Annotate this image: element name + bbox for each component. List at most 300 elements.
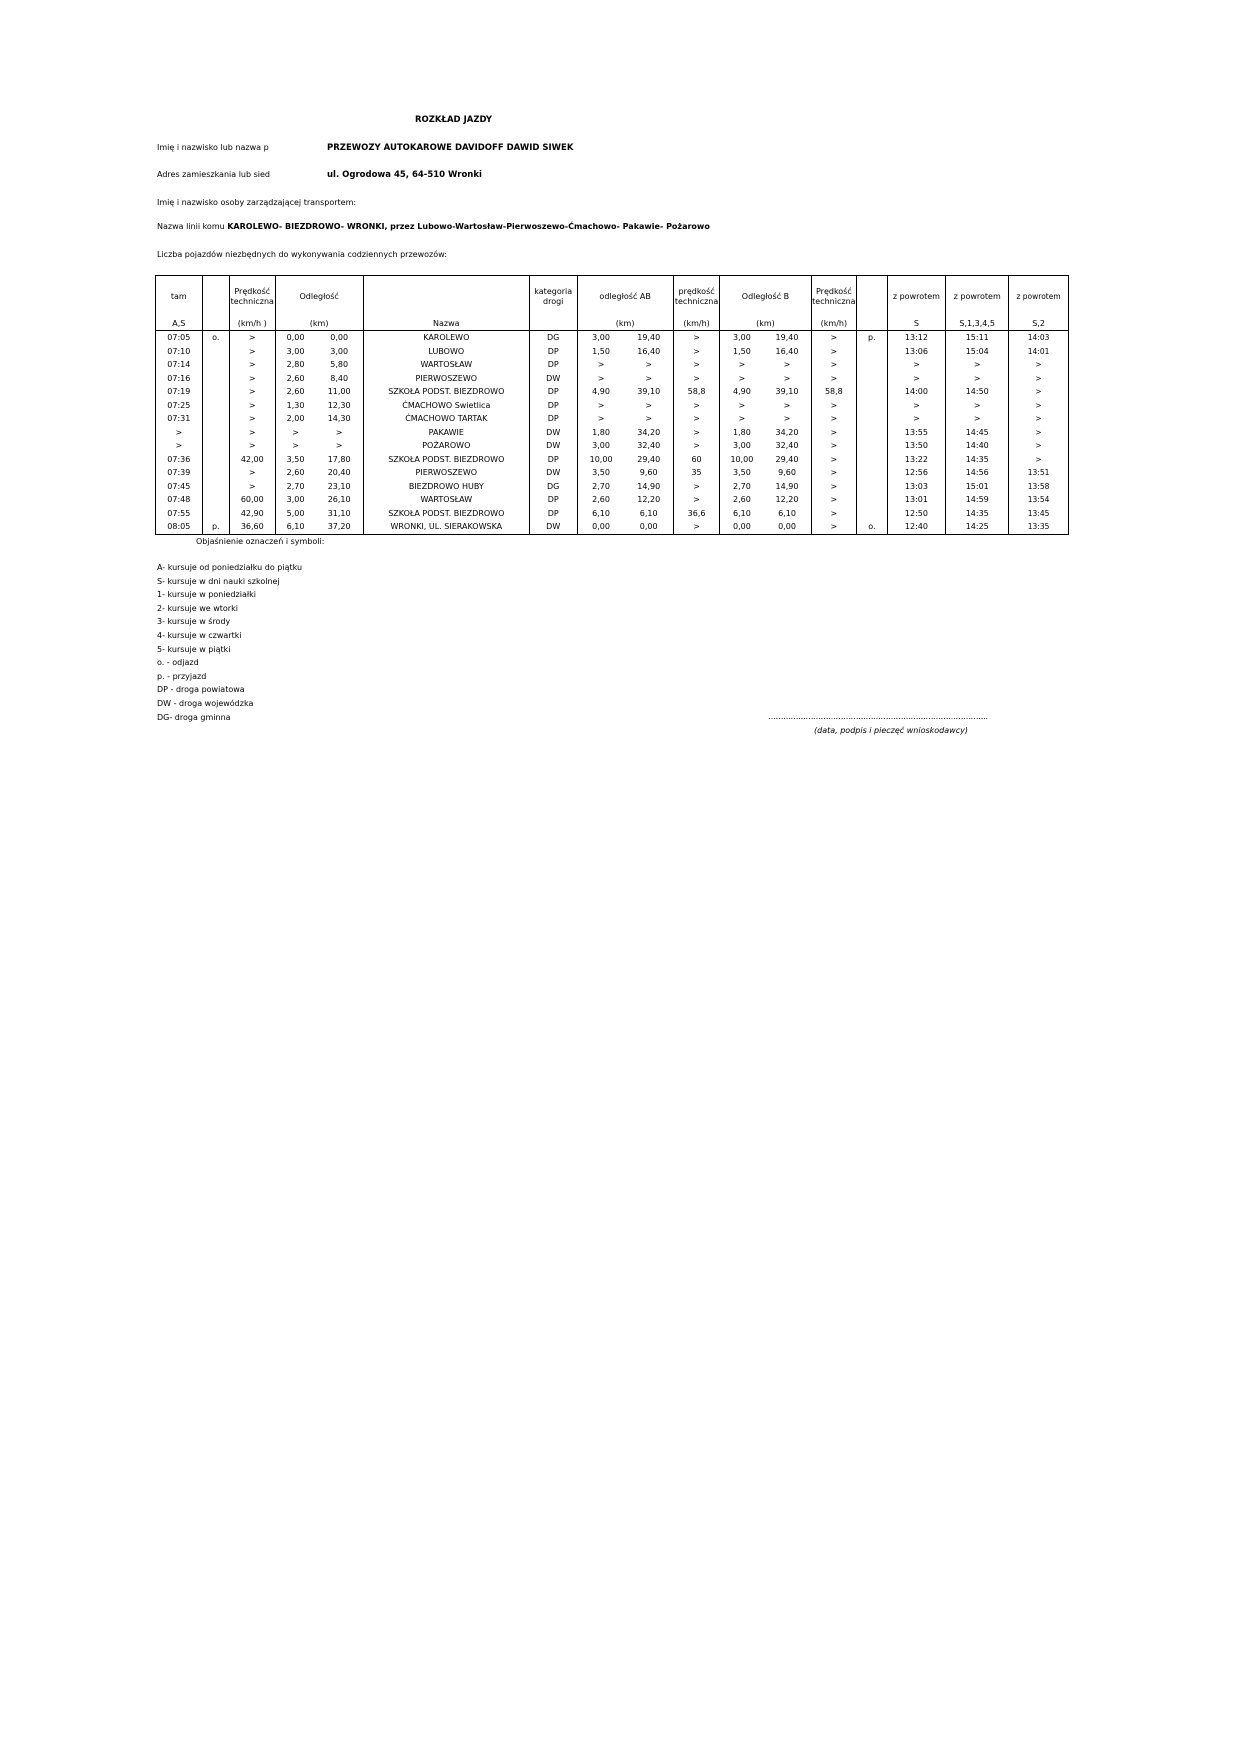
cell-dist-total: 20,40: [327, 468, 351, 478]
legend-item: S- kursuje w dni nauki szkolnej: [157, 576, 280, 586]
cell-speed: >: [229, 412, 275, 426]
table-row: [156, 466, 1069, 480]
cell-time: 07:31: [167, 414, 191, 424]
cell-road-category: DW: [529, 520, 577, 534]
cell-stop-name: ĆMACHOWO Swietlica: [363, 399, 529, 413]
cell-return-s: 12:50: [887, 507, 946, 521]
cell-dist-ab-segment: 2,70: [577, 480, 625, 494]
cell-speed-b: >: [811, 331, 857, 345]
cell-return-s: 13:50: [887, 439, 946, 453]
vehicles-label: Liczba pojazdów niezbędnych do wykonywania codziennych przewozów:: [157, 250, 447, 259]
cell-speed-ab: >: [673, 426, 720, 440]
cell-speed-ab: >: [673, 399, 720, 413]
col-speed-3: Prędkość techniczna: [811, 276, 857, 318]
cell-stop-name: SZKOŁA PODST. BIEZDROWO: [363, 507, 529, 521]
cell-dist-b-segment: 2,60: [720, 493, 764, 507]
cell-return-s1345: 14:50: [946, 385, 1009, 399]
cell-speed: >: [229, 331, 275, 345]
cell-dist-ab-total: 12,20: [637, 495, 661, 505]
cell-time: 07:39: [167, 468, 191, 478]
sub-return-3: S,2: [1009, 317, 1069, 331]
cell-dist-segment: 0,00: [275, 331, 316, 345]
cell-dist-ab-total: 6,10: [639, 508, 658, 518]
cell-dist-b-segment: 6,10: [720, 507, 764, 521]
line-name-route: KAROLEWO- BIEZDROWO- WRONKI,: [227, 222, 388, 231]
cell-road-category: DG: [529, 480, 577, 494]
col-blank-2: [857, 276, 887, 318]
cell-speed-ab: >: [673, 439, 720, 453]
cell-speed-b: >: [811, 399, 857, 413]
legend-item: o. - odjazd: [157, 658, 199, 668]
cell-speed-ab: >: [673, 345, 720, 359]
sub-speed-3: (km/h): [811, 317, 857, 331]
cell-road-category: DP: [529, 493, 577, 507]
carrier-name-label: Imię i nazwisko lub nazwa p: [157, 143, 269, 152]
cell-dist-ab-total: 34,20: [637, 427, 661, 437]
cell-dist-ab-segment: 3,00: [577, 439, 625, 453]
cell-stop-name: SZKOŁA PODST. BIEZDROWO: [363, 385, 529, 399]
cell-dist-ab-segment: >: [577, 358, 625, 372]
carrier-name-value: PRZEWOZY AUTOKAROWE DAVIDOFF DAWID SIWEK: [327, 143, 574, 153]
cell-mark-return: p.: [857, 331, 887, 345]
sub-distance: (km): [275, 317, 363, 331]
address-value: ul. Ogrodowa 45, 64-510 Wronki: [327, 170, 482, 180]
cell-dist-total: 37,20: [327, 522, 351, 532]
col-distance-b: Odległość B: [720, 276, 811, 318]
cell-dist-b-total: >: [783, 414, 791, 424]
cell-time: 07:36: [167, 454, 191, 464]
cell-speed-b: >: [811, 439, 857, 453]
cell-stop-name: WRONKI, UL. SIERAKOWSKA: [363, 520, 529, 534]
cell-return-s: >: [887, 412, 946, 426]
document-title: ROZKŁAD JAZDY: [415, 115, 493, 125]
cell-dist-b-segment: 0,00: [720, 520, 764, 534]
cell-dist-b-total: 0,00: [778, 522, 796, 532]
cell-speed: >: [229, 439, 275, 453]
signature-caption: (data, podpis i pieczęć wnioskodawcy): [814, 726, 968, 735]
table-row: [156, 358, 1069, 372]
cell-road-category: DW: [529, 466, 577, 480]
cell-dist-total: 26,10: [327, 495, 351, 505]
cell-return-s: >: [887, 399, 946, 413]
cell-dist-total: 0,00: [330, 333, 349, 343]
timetable-body: [156, 331, 1069, 535]
cell-time: 07:25: [167, 400, 191, 410]
cell-dist-total: 17,80: [327, 454, 351, 464]
cell-speed-b: >: [811, 426, 857, 440]
cell-mark-return: [857, 345, 887, 359]
sub-speed-2: (km/h): [673, 317, 720, 331]
cell-speed: >: [229, 480, 275, 494]
cell-time: 07:45: [167, 481, 191, 491]
cell-speed: >: [229, 399, 275, 413]
cell-return-s1345: 15:01: [946, 480, 1009, 494]
cell-speed: >: [229, 385, 275, 399]
legend-item: 3- kursuje w środy: [157, 617, 231, 627]
cell-speed-b: >: [811, 507, 857, 521]
cell-return-s1345: 14:40: [946, 439, 1009, 453]
col-return-1: z powrotem: [887, 276, 946, 318]
cell-time: 07:55: [167, 508, 191, 518]
cell-mark-return: [857, 426, 887, 440]
cell-speed-b: >: [811, 345, 857, 359]
cell-speed-b: >: [811, 412, 857, 426]
table-row: [156, 480, 1069, 494]
cell-speed-ab: >: [673, 331, 720, 345]
table-row: [156, 331, 1069, 345]
cell-road-category: DW: [529, 426, 577, 440]
cell-dist-b-total: 16,40: [775, 346, 799, 356]
cell-dist-b-total: >: [783, 373, 791, 383]
cell-dist-ab-segment: >: [577, 372, 625, 386]
cell-stop-name: WARTOSŁAW: [363, 358, 529, 372]
table-row: [156, 372, 1069, 386]
cell-dist-ab-total: >: [645, 360, 653, 370]
table-row: [156, 412, 1069, 426]
cell-speed-ab: 35: [673, 466, 720, 480]
cell-mark: [202, 453, 229, 467]
cell-dist-b-segment: 3,50: [720, 466, 764, 480]
cell-mark: p.: [202, 520, 229, 534]
cell-dist-ab-segment: 2,60: [577, 493, 625, 507]
table-row: [156, 520, 1069, 534]
cell-dist-segment: 5,00: [275, 507, 316, 521]
table-row: [156, 426, 1069, 440]
cell-speed: 36,60: [229, 520, 275, 534]
cell-time: 08:05: [167, 522, 191, 532]
cell-dist-b-total: 12,20: [775, 495, 799, 505]
cell-speed: >: [229, 372, 275, 386]
cell-mark-return: [857, 372, 887, 386]
cell-dist-total: 31,10: [327, 508, 351, 518]
cell-dist-total: >: [335, 427, 343, 437]
cell-mark: [202, 399, 229, 413]
cell-return-s: 13:12: [887, 331, 946, 345]
cell-speed-ab: >: [673, 412, 720, 426]
col-distance-ab: odległość AB: [577, 276, 673, 318]
cell-stop-name: BIEZDROWO HUBY: [363, 480, 529, 494]
col-speed-1: Prędkość techniczna: [229, 276, 275, 318]
signature-line: …………………………………………………………………………….: [768, 712, 988, 721]
cell-speed: 42,90: [229, 507, 275, 521]
cell-return-s2: 14:01: [1009, 345, 1069, 359]
sub-name: Nazwa: [363, 317, 529, 331]
cell-dist-ab-segment: 6,10: [577, 507, 625, 521]
cell-return-s1345: 14:35: [946, 507, 1009, 521]
cell-dist-ab-total: 32,40: [637, 441, 661, 451]
cell-time: 07:10: [167, 346, 191, 356]
cell-dist-ab-total: >: [645, 400, 653, 410]
cell-dist-b-total: 34,20: [775, 427, 799, 437]
cell-return-s2: >: [1009, 399, 1069, 413]
cell-dist-ab-segment: 1,80: [577, 426, 625, 440]
cell-return-s: 13:55: [887, 426, 946, 440]
cell-speed: >: [229, 466, 275, 480]
cell-dist-segment: 3,00: [275, 345, 316, 359]
cell-stop-name: ĆMACHOWO TARTAK: [363, 412, 529, 426]
cell-stop-name: WARTOSŁAW: [363, 493, 529, 507]
cell-dist-ab-total: 39,10: [637, 387, 661, 397]
cell-dist-segment: 2,70: [275, 480, 316, 494]
cell-speed-ab: 58,8: [673, 385, 720, 399]
cell-dist-b-total: 19,40: [775, 333, 799, 343]
cell-dist-segment: 6,10: [275, 520, 316, 534]
cell-return-s: 13:01: [887, 493, 946, 507]
table-row: [156, 345, 1069, 359]
cell-time: 07:19: [167, 387, 191, 397]
cell-time: 07:16: [167, 373, 191, 383]
cell-return-s: 13:06: [887, 345, 946, 359]
table-row: [156, 399, 1069, 413]
cell-dist-b-segment: 4,90: [720, 385, 764, 399]
cell-dist-b-total: 29,40: [775, 454, 799, 464]
sub-distance-ab: (km): [577, 317, 673, 331]
cell-speed-ab: >: [673, 520, 720, 534]
cell-return-s: >: [887, 372, 946, 386]
legend-item: 5- kursuje w piątki: [157, 644, 231, 654]
cell-return-s2: 14:03: [1009, 331, 1069, 345]
cell-road-category: DP: [529, 385, 577, 399]
col-blank-1: [202, 276, 229, 318]
cell-speed-b: >: [811, 480, 857, 494]
cell-mark: [202, 372, 229, 386]
cell-dist-total: 11,00: [327, 387, 351, 397]
cell-dist-b-segment: 3,00: [720, 439, 764, 453]
cell-stop-name: POŻAROWO: [363, 439, 529, 453]
cell-return-s1345: >: [946, 412, 1009, 426]
col-return-3: z powrotem: [1009, 276, 1069, 318]
cell-time: 07:14: [167, 360, 191, 370]
col-road-category: kategoria drogi: [529, 276, 577, 318]
cell-dist-segment: 1,30: [275, 399, 316, 413]
cell-return-s1345: 14:25: [946, 520, 1009, 534]
table-row: [156, 439, 1069, 453]
cell-dist-segment: >: [275, 426, 316, 440]
cell-mark: [202, 358, 229, 372]
cell-return-s2: >: [1009, 426, 1069, 440]
cell-stop-name: PIERWOSZEWO: [363, 466, 529, 480]
cell-mark: [202, 426, 229, 440]
line-name-via: przez Lubowo-Wartosław-Pierwoszewo-Ćmachowo- Pakawie- Pożarowo: [390, 222, 710, 231]
cell-return-s2: >: [1009, 385, 1069, 399]
cell-dist-ab-total: >: [645, 373, 653, 383]
cell-mark-return: [857, 507, 887, 521]
cell-road-category: DP: [529, 399, 577, 413]
cell-mark-return: [857, 385, 887, 399]
cell-mark: [202, 385, 229, 399]
cell-stop-name: SZKOŁA PODST. BIEZDROWO: [363, 453, 529, 467]
cell-dist-total: 12,30: [327, 400, 351, 410]
cell-return-s2: >: [1009, 372, 1069, 386]
legend-item: DW - droga wojewódzka: [157, 699, 254, 708]
cell-dist-b-segment: 1,80: [720, 426, 764, 440]
cell-dist-b-segment: >: [720, 358, 764, 372]
cell-speed: 42,00: [229, 453, 275, 467]
cell-speed-ab: 60: [673, 453, 720, 467]
col-speed-2: prędkość techniczna: [673, 276, 720, 318]
cell-return-s2: >: [1009, 453, 1069, 467]
legend-item: DP - droga powiatowa: [157, 685, 245, 695]
cell-stop-name: PAKAWIE: [363, 426, 529, 440]
sub-return-1: S: [887, 317, 946, 331]
cell-return-s1345: >: [946, 399, 1009, 413]
cell-dist-ab-total: 19,40: [637, 333, 661, 343]
cell-dist-total: 8,40: [330, 373, 349, 383]
cell-return-s2: >: [1009, 439, 1069, 453]
table-row: [156, 453, 1069, 467]
cell-time: 07:05: [167, 333, 191, 343]
cell-dist-segment: 2,60: [275, 466, 316, 480]
cell-dist-ab-segment: 4,90: [577, 385, 625, 399]
cell-dist-ab-segment: 3,00: [577, 331, 625, 345]
cell-time: >: [175, 441, 183, 451]
col-return-2: z powrotem: [946, 276, 1009, 318]
cell-dist-ab-total: >: [645, 414, 653, 424]
cell-dist-segment: 2,60: [275, 385, 316, 399]
cell-speed-b: >: [811, 520, 857, 534]
cell-dist-b-segment: 10,00: [720, 453, 764, 467]
cell-road-category: DW: [529, 439, 577, 453]
cell-dist-b-total: >: [783, 400, 791, 410]
cell-speed-b: >: [811, 466, 857, 480]
sub-road-category: [529, 317, 577, 331]
cell-dist-total: 5,80: [330, 360, 349, 370]
cell-speed: >: [229, 345, 275, 359]
cell-return-s: 12:56: [887, 466, 946, 480]
cell-dist-segment: 2,00: [275, 412, 316, 426]
cell-mark-return: [857, 412, 887, 426]
cell-mark-return: [857, 453, 887, 467]
cell-return-s1345: >: [946, 358, 1009, 372]
cell-mark-return: o.: [857, 520, 887, 534]
cell-speed-b: >: [811, 493, 857, 507]
legend-heading: Objaśnienie oznaczeń i symboli:: [196, 537, 325, 546]
cell-return-s1345: 14:45: [946, 426, 1009, 440]
cell-return-s: >: [887, 358, 946, 372]
cell-speed-ab: >: [673, 372, 720, 386]
cell-return-s2: >: [1009, 358, 1069, 372]
col-tam: tam: [156, 276, 203, 318]
col-name-top: [363, 276, 529, 318]
cell-road-category: DP: [529, 358, 577, 372]
legend-item: p. - przyjazd: [157, 671, 207, 681]
cell-dist-segment: 2,80: [275, 358, 316, 372]
line-name-label: Nazwa linii komu: [157, 222, 225, 231]
table-row: [156, 493, 1069, 507]
cell-dist-segment: 3,50: [275, 453, 316, 467]
cell-mark-return: [857, 480, 887, 494]
cell-return-s2: 13:58: [1009, 480, 1069, 494]
cell-stop-name: KAROLEWO: [363, 331, 529, 345]
cell-dist-total: >: [335, 441, 343, 451]
cell-return-s2: 13:54: [1009, 493, 1069, 507]
cell-mark-return: [857, 466, 887, 480]
cell-return-s: 14:00: [887, 385, 946, 399]
cell-speed-b: >: [811, 453, 857, 467]
cell-speed-b: 58,8: [811, 385, 857, 399]
cell-dist-total: 14,30: [327, 414, 351, 424]
cell-mark: [202, 439, 229, 453]
cell-return-s2: >: [1009, 412, 1069, 426]
cell-mark: [202, 480, 229, 494]
timetable: [155, 275, 1069, 535]
cell-stop-name: PIERWOSZEWO: [363, 372, 529, 386]
cell-return-s2: 13:45: [1009, 507, 1069, 521]
cell-return-s1345: >: [946, 372, 1009, 386]
cell-dist-ab-segment: >: [577, 412, 625, 426]
cell-return-s1345: 15:04: [946, 345, 1009, 359]
cell-dist-b-total: 6,10: [778, 508, 796, 518]
cell-return-s1345: 14:59: [946, 493, 1009, 507]
cell-mark-return: [857, 493, 887, 507]
cell-dist-segment: 2,60: [275, 372, 316, 386]
cell-stop-name: LUBOWO: [363, 345, 529, 359]
legend-item: A- kursuje od poniedziałku do piątku: [157, 563, 303, 572]
cell-road-category: DP: [529, 453, 577, 467]
header-row: [156, 276, 1069, 318]
legend-item: 4- kursuje w czwartki: [157, 631, 242, 640]
cell-dist-total: 23,10: [327, 481, 351, 491]
cell-mark-return: [857, 439, 887, 453]
sub-tam: A,S: [156, 317, 203, 331]
cell-return-s1345: 14:35: [946, 453, 1009, 467]
table-row: [156, 385, 1069, 399]
cell-dist-ab-segment: 1,50: [577, 345, 625, 359]
cell-speed: >: [229, 358, 275, 372]
cell-dist-ab-total: 29,40: [637, 454, 661, 464]
cell-return-s1345: 15:11: [946, 331, 1009, 345]
cell-mark: [202, 412, 229, 426]
cell-dist-ab-total: 9,60: [639, 468, 658, 478]
cell-speed: >: [229, 426, 275, 440]
legend-item: 1- kursuje w poniedziałki: [157, 590, 256, 600]
cell-speed: 60,00: [229, 493, 275, 507]
cell-road-category: DP: [529, 412, 577, 426]
cell-dist-b-total: 9,60: [778, 468, 796, 478]
cell-dist-b-total: >: [783, 360, 791, 370]
cell-return-s2: 13:51: [1009, 466, 1069, 480]
cell-speed-ab: >: [673, 493, 720, 507]
cell-mark: [202, 493, 229, 507]
cell-dist-ab-total: 16,40: [637, 346, 661, 356]
sub-speed-1: (km/h ): [229, 317, 275, 331]
cell-dist-b-segment: 2,70: [720, 480, 764, 494]
cell-dist-b-total: 39,10: [775, 387, 799, 397]
cell-road-category: DP: [529, 345, 577, 359]
cell-speed-ab: 36,6: [673, 507, 720, 521]
sub-distance-b: (km): [720, 317, 811, 331]
address-label: Adres zamieszkania lub sied: [157, 170, 270, 179]
table-row: [156, 507, 1069, 521]
sub-return-2: S,1,3,4,5: [946, 317, 1009, 331]
cell-return-s: 12:40: [887, 520, 946, 534]
cell-mark: [202, 345, 229, 359]
cell-mark: o.: [202, 331, 229, 345]
cell-dist-ab-total: 0,00: [639, 522, 658, 532]
line-name: [157, 222, 710, 232]
cell-time: >: [175, 427, 183, 437]
cell-road-category: DW: [529, 372, 577, 386]
manager-label: Imię i nazwisko osoby zarządzającej transportem:: [157, 198, 357, 207]
cell-mark: [202, 507, 229, 521]
cell-mark: [202, 466, 229, 480]
cell-time: 07:48: [167, 495, 191, 505]
sub-blank-1: [202, 317, 229, 331]
cell-dist-total: 3,00: [330, 346, 349, 356]
cell-mark-return: [857, 358, 887, 372]
legend-item: DG- droga gminna: [157, 712, 231, 722]
cell-dist-segment: 3,00: [275, 493, 316, 507]
